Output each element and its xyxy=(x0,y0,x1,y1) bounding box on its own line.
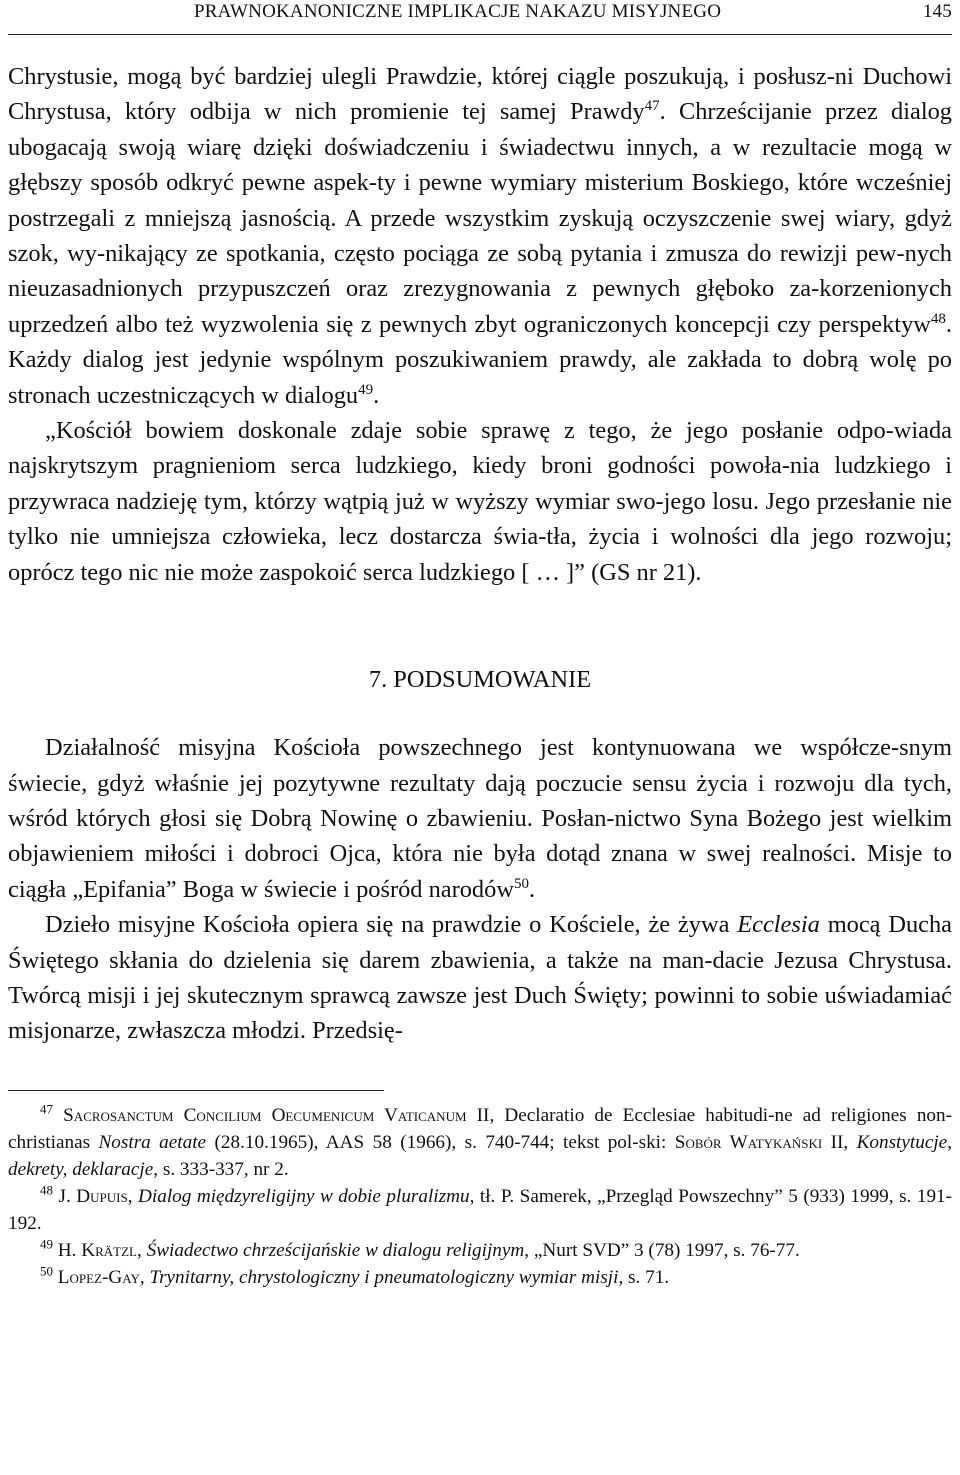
footnote-50 xyxy=(8,1264,952,1291)
footnote-48 xyxy=(8,1183,952,1237)
footnote-text: , xyxy=(127,1185,139,1207)
footnote-italic: Konstytucje, dekrety, deklaracje xyxy=(8,1131,952,1180)
running-header xyxy=(8,0,952,35)
footnote-author: Krätzl xyxy=(81,1239,137,1261)
paragraph-1 xyxy=(8,59,952,413)
footnote-author: Dupuis xyxy=(76,1185,128,1207)
paragraph-3 xyxy=(8,730,952,907)
paragraph-2-quote: „Kościół bowiem doskonale zdaje sobie sprawę z tego, że jego posłanie odpo-wiada najskrytszym pragnieniom serca ludzkiego, kiedy broni godności powoła-nia ludzkiego i przywraca nadzieję tym, którzy wątpią już w wyższy wymiar swo-jego losu. Jego przesłanie nie tylko nie umniejsza człowieka, lecz dostarcza świa-tła, życia i wolności dla jego rozwoju; oprócz tego nic nie może zaspokoić serca ludzkiego [ … ]” (GS nr 21). xyxy=(8,417,952,586)
footnote-text: , s. 71. xyxy=(618,1266,670,1288)
paragraph-1-text-b: . Chrześcijanie przez dialog ubogacają swoją wiarę dzięki doświadczeniu i świadectwu innych, a w rezultacie mogą w głębszy sposób odkryć pewne aspek-ty i pewne wymiary misterium Boskiego, które wcześniej postrzegali z mniejszą jasnością. A przede wszystkim zyskują oczyszczenie swej wiary, gdyż szok, wy-nikający ze spotkania, często pociąga ze sobą pytania i zmusza do rewizji pew-nych nieuzasadnionych przypuszczeń oraz zrezygnowania z pewnych głęboko za-korzenionych uprzedzeń albo też wyzwolenia się z pewnych zbyt ograniczonych koncepcji czy perspektyw xyxy=(8,98,953,338)
paragraph-1-text-a: Chrystusie, mogą być bardziej ulegli Prawdzie, której ciągle poszukują, i posłusz-ni Duchowi Chrystusa, który odbija w nich promienie tej samej Prawdy xyxy=(8,63,952,126)
footnote-text: , xyxy=(139,1266,150,1288)
footnote-text: , s. 333-337, nr 2. xyxy=(153,1158,289,1180)
running-title: PRAWNOKANONICZNE IMPLIKACJE NAKAZU MISYJNEGO xyxy=(194,1,722,22)
main-text xyxy=(8,59,952,1049)
section-heading: 7. PODSUMOWANIE xyxy=(368,666,592,694)
footnote-number: 47 xyxy=(40,1101,53,1117)
footnote-number: 48 xyxy=(40,1182,53,1198)
paragraph-1-text-c: . Każdy dialog jest jedynie wspólnym poszukiwaniem prawdy, ale zakłada to dobrą wolę po stronach uczestniczących w dialogu xyxy=(8,310,952,409)
footnote-italic: Dialog międzyreligijny w dobie pluralizmu xyxy=(138,1185,470,1207)
footnote-text: II, xyxy=(822,1131,857,1153)
footnote-number: 49 xyxy=(40,1236,53,1252)
footnote-text: , „Nurt SVD” 3 (78) 1997, s. 76-77. xyxy=(524,1239,800,1261)
footnote-text: J. xyxy=(53,1185,77,1207)
footnote-ref-48[interactable]: 48 xyxy=(930,310,946,327)
footnote-text: (28.10.1965), AAS 58 (1966), s. 740-744; tekst pol-ski: xyxy=(206,1131,675,1153)
footnote-author: Lopez-Gay xyxy=(57,1266,140,1288)
footnote-ref-49[interactable]: 49 xyxy=(358,381,374,398)
document-page xyxy=(8,0,952,1291)
paragraph-3-text-a: Działalność misyjna Kościoła powszechnego jest kontynuowana we współcze-snym świecie, gdyż właśnie jej pozytywne rezultaty dają poczucie sensu życia i rozwoju dla tych, wśród których głosi się Dobrą Nowinę o zbawieniu. Posłan-nictwo Syna Bożego jest wielkim objawieniem miłości i dobroci Ojca, która nie była dotąd znana w swej realności. Misje to ciągła „Epifania” Boga w świecie i pośród narodów xyxy=(8,734,952,903)
footnote-number: 50 xyxy=(40,1263,53,1279)
footnote-author: Sobór Watykański xyxy=(674,1131,823,1153)
paragraph-3-text-b: . xyxy=(528,875,536,903)
footnote-text: , tł. P. Samerek, „Przegląd Powszechny” 5 (933) 1999, s. 191-192. xyxy=(8,1185,953,1234)
footnote-text: H. xyxy=(53,1239,82,1261)
footnote-separator xyxy=(8,1090,384,1091)
footnotes xyxy=(8,1102,952,1291)
footnote-49 xyxy=(8,1237,952,1264)
paragraph-4-italic: Ecclesia xyxy=(737,911,820,939)
footnote-italic: Nostra aetate xyxy=(98,1131,207,1153)
paragraph-4-text-b: mocą Ducha Świętego skłania do dzielenia się darem zbawienia, a także na man-dacie Jezusa Chrystusa. Twórcą misji i jej skutecznym sprawcą zawsze jest Duch Święty; powinni to sobie uświadamiać misjonarze, zwłaszcza młodzi. Przedsię- xyxy=(8,911,952,1045)
footnote-italic: Świadectwo chrześcijańskie w dialogu religijnym xyxy=(146,1239,525,1261)
footnote-47 xyxy=(8,1102,952,1183)
footnote-author: Sacrosanctum Concilium Oecumenicum Vaticanum xyxy=(63,1104,467,1126)
footnote-italic: Trynitarny, chrystologiczny i pneumatologiczny wymiar misji xyxy=(149,1266,619,1288)
footnote-text: II, Declaratio de Ecclesiae habitudi-ne ad religiones non-christianas xyxy=(8,1104,952,1153)
footnote-ref-50[interactable]: 50 xyxy=(513,875,529,892)
page-number: 145 xyxy=(922,1,952,22)
paragraph-4-text-a: Dzieło misyjne Kościoła opiera się na prawdzie o Kościele, że żywa xyxy=(45,911,738,939)
paragraph-1-text-d: . xyxy=(373,381,380,409)
paragraph-4 xyxy=(8,907,952,1049)
footnote-ref-47[interactable]: 47 xyxy=(644,98,660,115)
footnote-text: , xyxy=(137,1239,147,1261)
